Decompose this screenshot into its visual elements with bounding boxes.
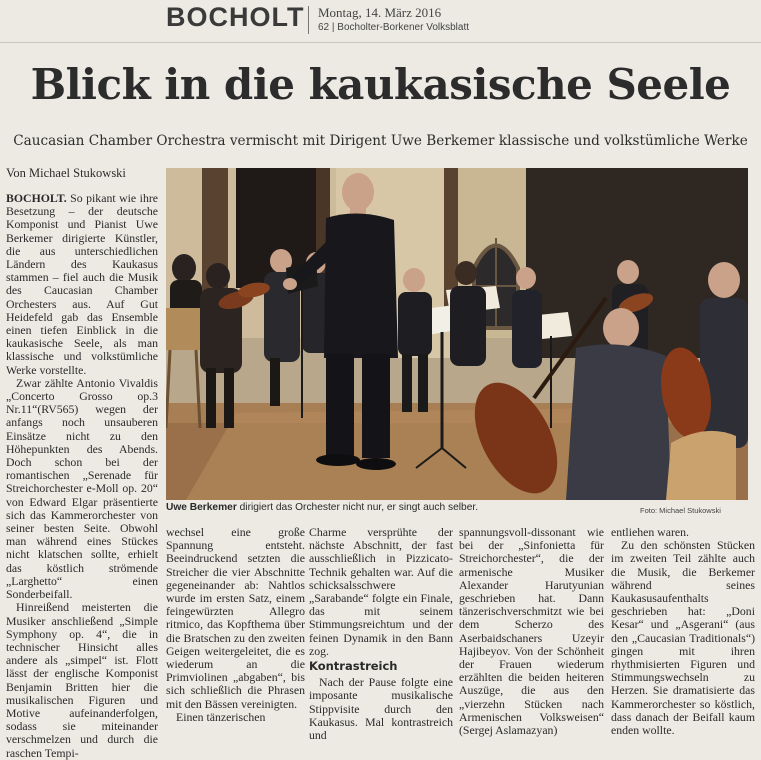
article-column-5	[611, 526, 755, 737]
paragraph-text: So pikant wie ihre Besetzung – der deutsche Komponist und Pianist Uwe Berkemer dirigierte Künstler, die aus unterschiedlichen Ländern des Kaukasus stammen – fiel auch die Musik des Caucasian Chamber Orchesters aus. Auf Gut Heidefeld gab das Ensemble einen tiefen Einblick in die kaukasische Seele, als man klassische und volkstümliche Werke vorstellte.	[6, 191, 159, 377]
paragraph: entliehen waren.	[611, 525, 689, 539]
caption-name: Uwe Berkemer	[166, 502, 237, 513]
paragraph: Zwar zählte Antonio Vivaldis „Concerto Grosso op.3 Nr.11“(RV565) wegen der anfangs noch unsauberen Einsätze nicht zu den Höhepunkten des Abends. Doch schon bei der romantischen „Serenade für Streichorchester e-Moll op. 20“ von Edward Elgar präsentierte sich das Kammerorchester von seiner besten Seite. Obwohl man während eines Stückes nicht klatschen sollte, erhielt das köstlich strömende „Larghetto“ einen Sonderbeifall.	[6, 375, 158, 602]
paragraph: spannungsvoll-dissonant wie bei der „Sinfonietta für Streichorchester“, die der armenische Musiker Alexander Harutyunian geschrieben hat. Dann tänzerischverschmitzt wie bei dem Scherzo des Aserbaidschaners Uzeyir Hajibeyov. Von der Schönheit der Frauen wiederum erzählten die beiden heiteren Auszüge, die aus den „vierzehn Stücken nach Armenischen Volksweisen“ (Sergej Aslamazyan)	[459, 525, 604, 738]
headline: Blick in die kaukasische Seele	[30, 60, 731, 109]
paragraph: Hinreißend meisterten die Musiker anschließend „Simple Symphony op. 4“, die in technischer Hinsicht alles andere als „simpel“ ist. Flott lässt der englische Komponist Benjamin Britten hier die musikalischen Figuren und Motive aufeinanderfolgen, sodass sie miteinander verschmelzen und durch die raschen Tempi-	[6, 600, 158, 760]
orchestra-photo	[166, 168, 748, 500]
publication-date: Montag, 14. März 2016	[318, 5, 442, 20]
dateline-lead: BOCHOLT.	[6, 191, 67, 205]
paragraph: Nach der Pause folgte eine imposante musikalische Stippvisite durch den Kaukasus. Mal kontrastreich und	[309, 675, 453, 743]
subheadline: Caucasian Chamber Orchestra vermischt mit Dirigent Uwe Berkemer klassische und volkstümliche Werke	[13, 133, 748, 149]
paragraph: Zu den schönsten Stücken im zweiten Teil zählte auch die Musik, die Berkemer während seines Kaukasusaufenthalts geschrieben hat: „Doni Kesar“ und „Asgerani“ (aus den „Caucasian Traditionals“) gingen mit ihren rhythmisierten Figuren und Stimmungswechseln zu Herzen. Sie dramatisierte das Kammerorchester so köstlich, dass danach der Beifall kaum enden wollte.	[611, 538, 755, 738]
article-column-2	[166, 526, 305, 724]
paragraph: Einen tänzerischen	[176, 709, 266, 724]
byline: Von Michael Stukowski	[6, 166, 126, 180]
paragraph: Charme versprühte der nächste Abschnitt, der fast ausschließlich in Pizzicato-Technik gehalten war. Auf die schicksalsschwere „Sarabande“ folgte ein Finale, das mit seinem Stimmungsreichtum und der feinen Dynamik in den Bann zog.	[309, 525, 453, 658]
masthead-rule	[0, 42, 761, 43]
caption-text: dirigiert das Orchester nicht nur, er singt auch selber.	[239, 502, 479, 513]
article-column-3	[309, 526, 453, 742]
paragraph: wechsel eine große Spannung entsteht. Beeindruckend setzten die Streicher die vier Abschnitte gegeneinander ab: Nahtlos wurde im ersten Satz, einem feingewürzten Allegro ritmico, das Kopfthema über die Bratschen zu den zweiten Geigen weitergeleitet, die es wiederum an die Primviolinen „abgaben“, bis sich schließlich die Phrasen mit den Bässen vereinigten.	[166, 525, 305, 711]
article-column-1	[6, 192, 158, 760]
section-heading: Kontrastreich	[309, 659, 398, 674]
masthead-divider	[308, 6, 309, 34]
photo-credit: Foto: Michael Stukowski	[640, 506, 721, 515]
section-title: BOCHOLT	[166, 2, 305, 32]
paragraph	[6, 192, 158, 377]
page-info: 62 | Bocholter-Borkener Volksblatt	[318, 22, 470, 33]
article-column-4	[459, 526, 604, 737]
